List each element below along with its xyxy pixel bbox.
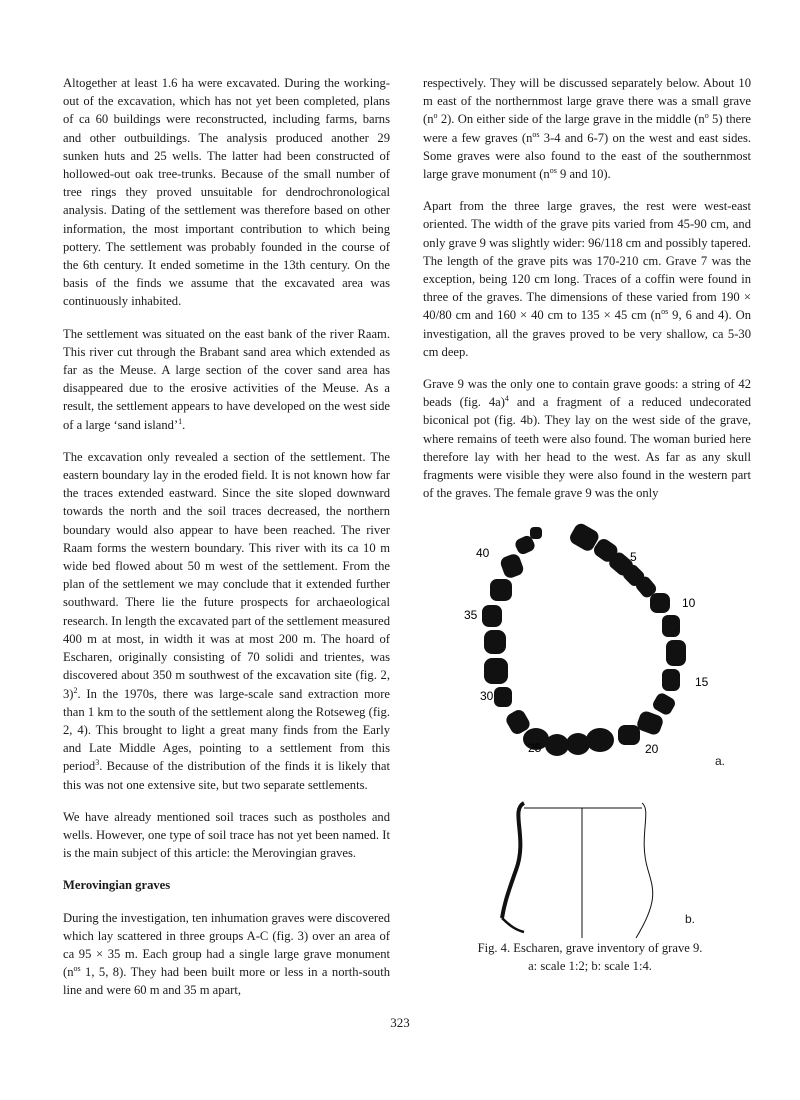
figure-caption bbox=[440, 939, 740, 975]
paragraph: We have already mentioned soil traces such as postholes and wells. However, one type of soil trace has not yet been named. It is the main subject of this article: the Merovingian graves. bbox=[63, 809, 390, 861]
bead-number-label: 30 bbox=[480, 689, 494, 703]
bead bbox=[494, 687, 512, 707]
page-number: 323 bbox=[390, 1015, 410, 1030]
bead-number-label: 35 bbox=[464, 608, 478, 622]
figure-4 bbox=[440, 515, 740, 980]
bead-number-label: 10 bbox=[682, 596, 696, 610]
bead-number-label: 20 bbox=[645, 742, 659, 756]
figure-label-b: b. bbox=[685, 912, 696, 926]
bead bbox=[530, 527, 542, 539]
caption-line: Fig. 4. Escharen, grave inventory of grave 9. bbox=[477, 941, 703, 955]
bead bbox=[586, 728, 614, 752]
bead bbox=[566, 733, 590, 755]
paragraph: The settlement was situated on the east bank of the river Raam. This river cut through the Brabant sand area which extended as far as the Meuse. A large section of the cover sand area has disappeared due to the erosive activities of the Meuse. As a result, the settlement appears to have developed on the west side of a large ‘sand island’$^1$. bbox=[63, 326, 390, 432]
bead-string-drawing bbox=[440, 515, 740, 775]
footnote-ref: 3 bbox=[95, 758, 100, 768]
bead bbox=[662, 615, 680, 637]
paragraph: respectively. They will be discussed separately below. About 10 m east of the northernmost large grave there was a small grave ($n^o$ 2). On either side of the large grave in the middle ($n^o$ 5) there were a few graves ($n^{os}$ 3-4 and 6-7) on the west and east sides. Some graves were also found to the east of the southernmost large grave monument ($n^{os}$ 9 and 10). bbox=[423, 76, 752, 182]
bead bbox=[484, 630, 506, 654]
bead-number-label: 5 bbox=[630, 550, 637, 564]
figure-label-a: a. bbox=[715, 754, 726, 768]
paragraph: During the investigation, ten inhumation graves were discovered which lay scattered in three groups A-C (fig. 3) over an area of ca 95 × 35 m. Each group had a single large grave monument ($n^{os}$ 1, 5, 8). They had been built more or less in a north-south line and were 60 m and 35 m apart, bbox=[63, 910, 390, 998]
bead bbox=[618, 725, 640, 745]
bead-number-label: 15 bbox=[695, 675, 709, 689]
bead bbox=[650, 593, 670, 613]
caption-line: a: scale 1:2; b: scale 1:4. bbox=[528, 959, 652, 973]
right-column bbox=[423, 74, 751, 516]
footnote-ref: 2 bbox=[73, 685, 78, 695]
left-column bbox=[63, 74, 390, 1014]
footnote-ref: 4 bbox=[504, 394, 509, 404]
bead bbox=[499, 552, 525, 580]
bead bbox=[651, 691, 677, 717]
bead-number-label: 40 bbox=[476, 546, 490, 560]
paragraph: Apart from the three large graves, the rest were west-east oriented. The width of the grave pits varied from 45-90 cm, and only grave 9 was slightly wider: 96/118 cm and possibly tapered. The length of the grave pits was 170-210 cm. Grave 7 was the exception, being 120 cm long. Traces of a coffin were found in three of the graves. The dimensions of these varied from 190 × 40/80 cm and 160 × 40 cm to 135 × 45 cm ($n^{os}$ 9, 6 and 4). On investigation, all the graves proved to be very shallow, ca 5-30 cm deep. bbox=[423, 199, 751, 359]
paragraph: Grave 9 was the only one to contain grave goods: a string of 42 beads (fig. 4a)$^4$ and a fragment of a reduced undecorated biconical pot (fig. 4b). They lay on the west side of the grave, where remains of teeth were also found. The woman buried here therefore lay with her head to the west. As far as any skull fragments were visible they were also found in the western part of the graves. The female grave 9 was the only bbox=[423, 377, 751, 501]
footnote-ref: 1 bbox=[178, 416, 183, 426]
bead bbox=[662, 669, 680, 691]
paragraph: Altogether at least 1.6 ha were excavated. During the working-out of the excavation, which has not yet been completed, plans of ca 60 buildings were reconstructed, including farms, barns and other outbuildings. The analysis produced another 29 sunken huts and 25 wells. The latter had been constructed of hollowed-out oak tree-trunks. Because of the small number of tree rings they proved unsuitable for dendrochronological analysis. Dating of the settlement was therefore based on other information, the most important contribution to which being pottery. The settlement was probably founded in the course of the 6th century. It ended sometime in the 13th century. On the basis of the finds we assume that the excavated area was continuously inhabited. bbox=[63, 76, 390, 309]
bead bbox=[490, 579, 512, 601]
paragraph: The excavation only revealed a section of the settlement. The eastern boundary lay in the eroded field. It is not known how far the traces extended eastward. Since the site sloped downward towards the north and the soil traces decreased, the northern boundary would also appear to have been reached. The river Raam forms the western boundary. This river with its ca 10 m wide bed flowed about 50 m west of the settlement. From the plan of the settlement we may conclude that it extended further southward. There lie the future prospects for archaeological research. In length the excavated part of the settlement measured 400 m at most, in width it was at most 200 m. The hoard of Escharen, originally consisting of 70 solidi and trientes, was discovered about 350 m southwest of the excavation site (fig. 2, 3)$^2$. In the 1970s, there was large-scale sand extraction more than 1 km to the south of the settlement along the Rotseweg (fig. 2, 4). This brought to light a great many finds from the Early and Late Middle Ages, pointing to a settlement from this period$^3$. Because of the distribution of the finds it is likely that this was not one extensive site, but two separate settlements. bbox=[63, 449, 390, 792]
bead bbox=[484, 658, 508, 684]
bead-number-label: 25 bbox=[528, 741, 542, 755]
bead bbox=[666, 640, 686, 666]
section-heading: Merovingian graves bbox=[63, 878, 171, 893]
bead bbox=[482, 605, 502, 627]
